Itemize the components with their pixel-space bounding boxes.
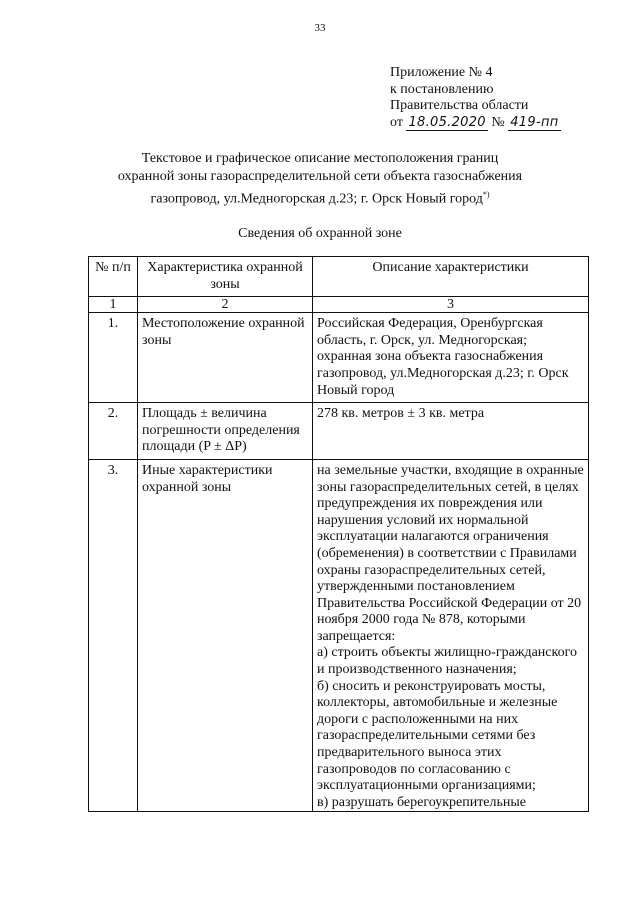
- column-number-3: 3: [313, 297, 589, 313]
- date-prefix: от: [390, 114, 403, 130]
- appendix-line-3: Правительства области: [390, 98, 529, 113]
- page-number: 33: [314, 22, 326, 34]
- description-paragraph: Российская Федерация, Оренбургская область, г. Орск, ул. Медногорская; охранная зона объекта газоснабжения газопровод, ул.Медногорская д.23; г. Орск Новый город: [317, 316, 569, 398]
- row-description: [313, 459, 589, 811]
- table-row: [89, 459, 589, 811]
- handwritten-date: 18.05.2020: [408, 114, 486, 130]
- column-number-2: 2: [138, 297, 313, 313]
- title-line-2: охранной зоны газораспределительной сети объекта газоснабжения: [117, 169, 523, 184]
- appendix-date-line: [390, 115, 561, 132]
- description-paragraph: на земельные участки, входящие в охранные зоны газораспределительных сетей, в целях предупреждения их повреждения или нарушения условий их нормальной эксплуатации налагаются ограничения (обременения) в соответствии с Правилами охраны газораспределительных сетей, утвержденными постановлением Правительства Российской Федерации от 20 ноября 2000 года № 878, которыми запрещается:: [317, 462, 584, 644]
- title-line-1: Текстовое и графическое описание местоположения границ: [141, 151, 499, 166]
- protection-zone-table: [88, 256, 589, 812]
- table-row: [89, 313, 589, 403]
- row-description: [313, 403, 589, 460]
- row-number: 2.: [89, 403, 138, 460]
- appendix-block: [390, 65, 561, 131]
- document-title: [60, 150, 580, 209]
- row-number: 1.: [89, 313, 138, 403]
- title-line-3: [60, 186, 580, 209]
- appendix-title: Приложение № 4: [390, 65, 493, 80]
- header-characteristic: Характеристика охранной зоны: [138, 257, 313, 297]
- section-subtitle: Сведения об охранной зоне: [238, 226, 402, 241]
- description-item-b: б) сносить и реконструировать мосты, коллекторы, автомобильные и железные дороги с расположенными на них газораспределительными сетями без предварительного выноса этих газопроводов по согласованию с эксплуатационными организациями;: [317, 678, 558, 794]
- row-characteristic: Иные характеристики охранной зоны: [138, 459, 313, 811]
- description-item-c: в) разрушать берегоукрепительные: [317, 794, 527, 810]
- column-number-row: [89, 297, 589, 313]
- row-characteristic: Местоположение охранной зоны: [138, 313, 313, 403]
- description-item-a: а) строить объекты жилищно-гражданского и производственного назначения;: [317, 645, 577, 678]
- row-description: [313, 313, 589, 403]
- appendix-line-2: к постановлению: [390, 81, 494, 97]
- number-prefix: №: [491, 114, 505, 130]
- row-number: 3.: [89, 459, 138, 811]
- description-paragraph: 278 кв. метров ± 3 кв. метра: [317, 406, 485, 422]
- title-line-3-text: газопровод, ул.Медногорская д.23; г. Орск Новый город: [150, 191, 483, 207]
- column-number-1: 1: [89, 297, 138, 313]
- table-row: [89, 403, 589, 460]
- footnote-mark: *): [482, 190, 490, 199]
- header-number: № п/п: [89, 257, 138, 297]
- row-characteristic: Площадь ± величина погрешности определения площади (P ± ΔP): [138, 403, 313, 460]
- header-description: Описание характеристики: [313, 257, 589, 297]
- handwritten-number: 419-пп: [510, 114, 559, 130]
- table-header-row: [89, 257, 589, 297]
